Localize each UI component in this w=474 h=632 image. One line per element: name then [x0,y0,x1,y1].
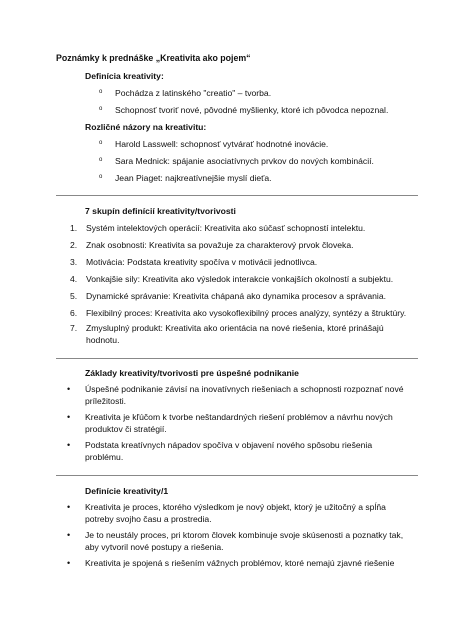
numbered-list-item-text: Znak osobnosti: Kreativita sa považuje za charakterový prvok človeka. [86,240,354,250]
sub-list-item [99,105,389,115]
opinions-heading: Rozličné názory na kreativitu: [85,122,207,132]
section-divider [56,475,418,476]
bullet-list-item [67,501,407,526]
bullet-icon: • [67,502,71,512]
bullet-icon: • [67,530,71,540]
bullet-list-item-text: Podstata kreatívnych nápadov spočíva v objavení nového spôsobu riešenia problému. [85,440,373,463]
list-number: 7. [70,323,78,333]
numbered-list-item [70,322,404,347]
list-number: 3. [70,257,78,267]
sub-list-item-text: Harold Lasswell: schopnosť vytvárať hodnotné inovácie. [115,139,329,149]
page-title: Poznámky k prednáške „Kreativita ako pojem“ [56,53,251,63]
list-number: 4. [70,274,78,284]
bullet-list-item-text: Úspešné podnikanie závisí na inovatívnych riešeniach a schopnosti rozpoznať nové príležitosti. [85,384,404,407]
bullet-list-item-text: Kreativita je spojená s riešením vážnych problémov, ktoré nemajú zjavné riešenie [85,558,395,568]
bullet-list-item-text: Kreativita je kľúčom k tvorbe neštandardných riešení problémov a návrhu nových produktov či stratégií. [85,412,393,435]
bullet-list-item-text: Je to neustály proces, pri ktorom človek kombinuje svoje skúsenosti a poznatky tak, aby vytvoril nové postupy a riešenia. [85,530,404,553]
list-number: 5. [70,291,78,301]
section-divider [56,195,418,196]
circle-bullet-icon: o [99,174,103,180]
bullet-list-item [67,557,415,569]
bullet-list-item [67,411,407,436]
numbered-list-item [70,240,354,250]
numbered-list-item [70,291,386,301]
bullet-icon: • [67,384,71,394]
section-heading: 7 skupín definícií kreativity/tvorivosti [85,206,236,216]
bullet-list-item-text: Kreativita je proces, ktorého výsledkom je nový objekt, ktorý je užitočný a spĺňa potreby svojho času a prostredia. [85,502,386,525]
numbered-list-item-text: Dynamické správanie: Kreativita chápaná ako dynamika procesov a správania. [86,291,386,301]
sub-list-item-text: Sara Mednick: spájanie asociatívnych prvkov do nových kombinácií. [115,156,374,166]
numbered-list-item-text: Zmysluplný produkt: Kreativita ako orientácia na nové riešenia, ktoré prinášajú hodnotu. [86,323,384,346]
bullet-list-item [67,439,381,464]
sub-list-item [99,173,272,183]
numbered-list-item [70,274,394,284]
list-number: 6. [70,308,78,318]
numbered-list-item [70,257,318,267]
sub-list-item [99,88,272,98]
sub-list-item-text: Schopnosť tvoriť nové, pôvodné myšlienky, ktoré ich pôvodca nepoznal. [115,105,389,115]
bullet-list-item [67,383,407,408]
circle-bullet-icon: o [99,89,103,95]
numbered-list-item-text: Flexibilný proces: Kreativita ako vysokoflexibilný proces analýzy, syntézy a štruktúry. [86,308,407,318]
bullet-icon: • [67,412,71,422]
sub-list-item-text: Jean Piaget: najkreatívnejšie myslí dieťa. [115,173,272,183]
bullet-icon: • [67,558,71,568]
circle-bullet-icon: o [99,140,103,146]
section-heading: Základy kreativity/tvorivosti pre úspešné podnikanie [85,368,299,378]
circle-bullet-icon: o [99,106,103,112]
numbered-list-item-text: Systém intelektových operácií: Kreativita ako súčasť schopností intelektu. [86,223,366,233]
bullet-list-item [67,529,407,554]
numbered-list-item [70,223,366,233]
bullet-icon: • [67,440,71,450]
numbered-list-item [70,308,407,318]
definition-heading: Definícia kreativity: [85,71,164,81]
list-number: 1. [70,223,78,233]
numbered-list-item-text: Motivácia: Podstata kreativity spočíva v motivácii jednotlivca. [86,257,318,267]
sub-list-item [99,139,329,149]
numbered-list-item-text: Vonkajšie sily: Kreativita ako výsledok interakcie vonkajších okolností a subjektu. [86,274,394,284]
sub-list-item [99,156,374,166]
sub-list-item-text: Pochádza z latinského "creatio" – tvorba. [115,88,272,98]
circle-bullet-icon: o [99,157,103,163]
section-heading: Definície kreativity/1 [85,486,169,496]
list-number: 2. [70,240,78,250]
section-divider [56,358,418,359]
